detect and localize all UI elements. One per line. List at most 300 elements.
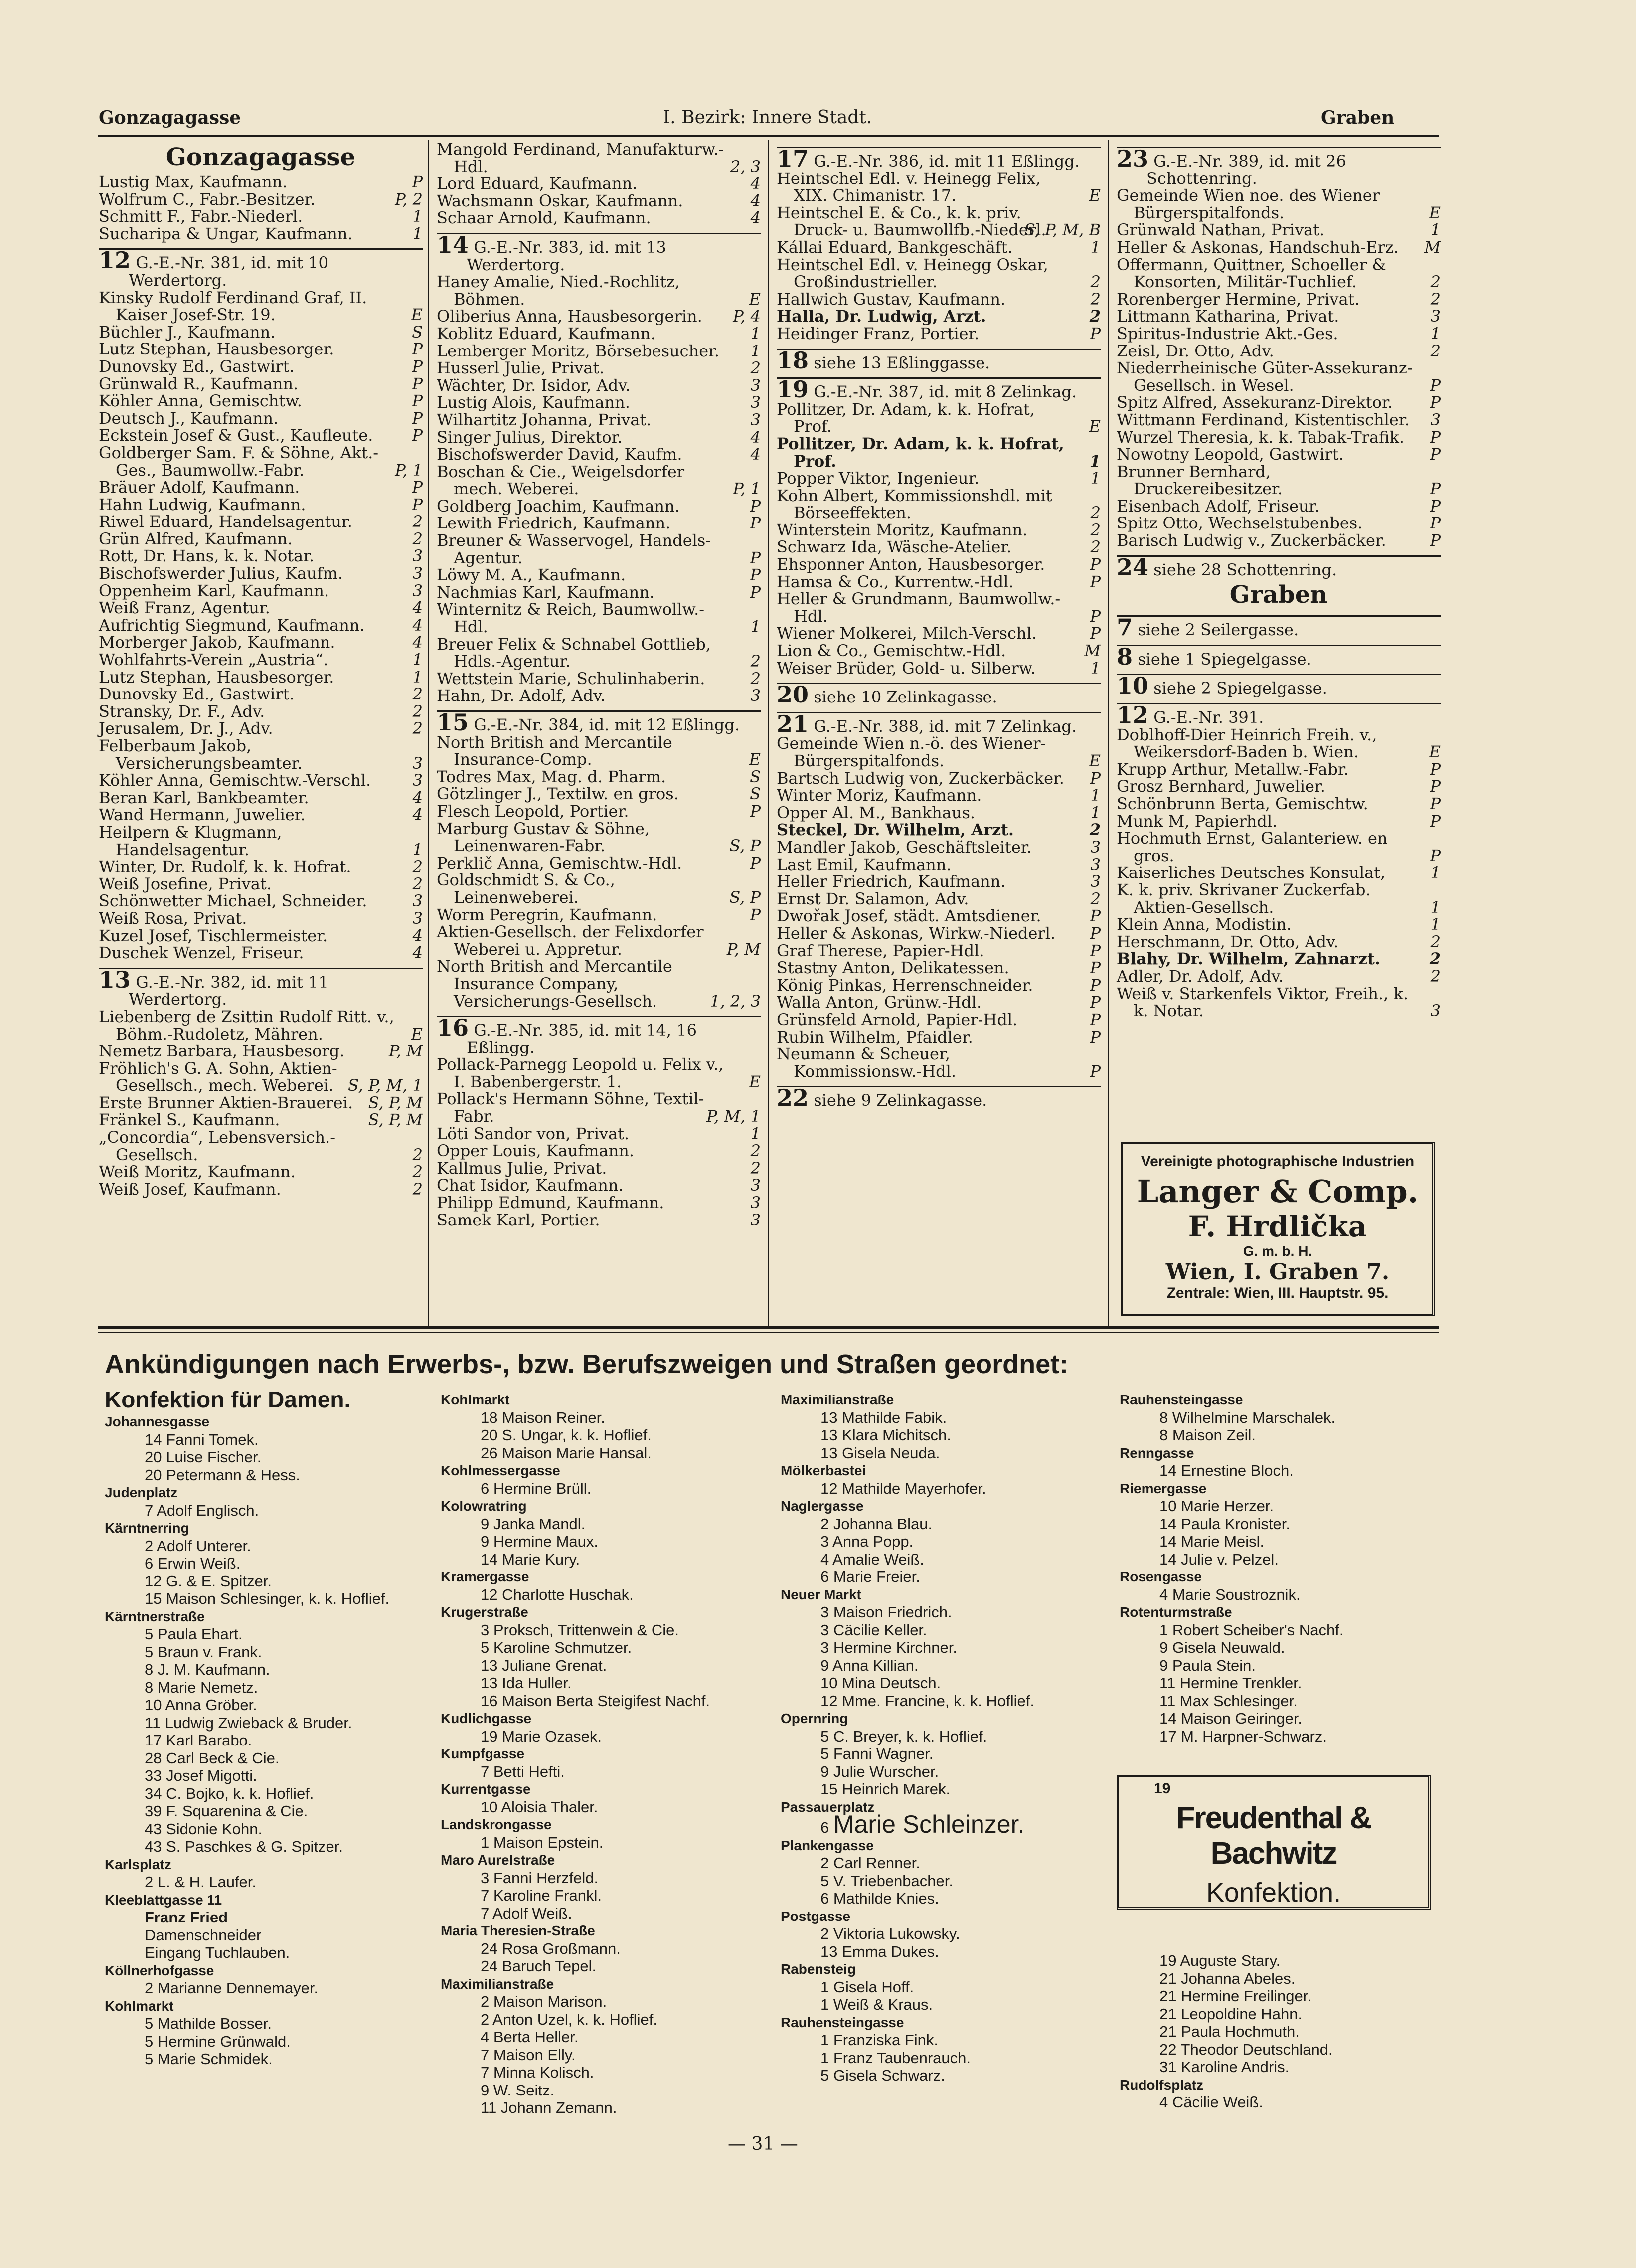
floor-mark: 3: [1430, 1001, 1441, 1021]
resident-name: Dwořak Josef, städt. Amtsdiener.: [777, 906, 1041, 926]
resident-entry: [99, 375, 423, 393]
listing-text: 24 Rosa Großmann.: [481, 1939, 621, 1957]
floor-mark: P, M: [726, 939, 761, 959]
street-label: Maria Theresien-Straße: [441, 1923, 595, 1938]
resident-name: Adler, Dr. Adolf, Adv.: [1117, 966, 1284, 986]
listing-text: 5 V. Triebenbacher.: [820, 1872, 953, 1890]
floor-mark: 4: [750, 445, 761, 464]
resident-entry: [1117, 411, 1441, 429]
resident-entry: [437, 734, 761, 768]
resident-name: Winter Moriz, Kaufmann.: [777, 786, 982, 805]
announcements-column-1: [105, 1386, 429, 2068]
listing-item: [781, 1551, 1105, 1569]
resident-entry: [1117, 761, 1441, 778]
resident-entry: [777, 977, 1101, 994]
resident-entry: [99, 944, 423, 962]
resident-name: Lustig Max, Kaufmann.: [99, 173, 288, 191]
ad-line: G. m. b. H.: [1243, 1243, 1312, 1259]
house-description: siehe 13 Eßlinggasse.: [814, 353, 990, 372]
resident-entry: [99, 824, 423, 858]
resident-entry: [99, 289, 423, 324]
listing-text: Franz Fried: [145, 1909, 228, 1926]
floor-mark: 3: [1430, 410, 1441, 429]
resident-name: Schwarz Ida, Wäsche-Atelier.: [777, 537, 1012, 557]
resident-entry: [437, 141, 761, 175]
resident-entry: [99, 1043, 423, 1060]
street-label: Kärntnerring: [105, 1520, 189, 1536]
listing-text: 8 J. M. Kaufmann.: [145, 1661, 270, 1678]
resident-name: K. k. priv. Skrivaner Zuckerfab. Aktien-Gesellsch.: [1117, 880, 1371, 917]
resident-entry: [437, 446, 761, 463]
floor-mark: P: [412, 495, 423, 514]
resident-entry: [437, 1056, 761, 1090]
resident-entry: [437, 1194, 761, 1212]
floor-mark: P: [1430, 496, 1441, 516]
listing-text: 1 Weiß & Kraus.: [820, 1996, 933, 2013]
resident-name: Schmitt F., Fabr.-Niederl.: [99, 207, 303, 226]
listing-item: [105, 1732, 429, 1749]
resident-entry: [1117, 515, 1441, 532]
listing-text: 2 Carl Renner.: [820, 1854, 920, 1872]
listing-text: 9 Janka Mandl.: [481, 1515, 586, 1533]
resident-entry: [777, 170, 1101, 204]
street-heading: Gonzagagasse: [165, 143, 356, 171]
listing-item: [105, 1767, 429, 1785]
floor-mark: 2: [412, 857, 423, 876]
resident-entry: [99, 651, 423, 669]
resident-name: Chat Isidor, Kaufmann.: [437, 1176, 624, 1195]
resident-name: Ehsponner Anton, Hausbesorger.: [777, 555, 1045, 574]
page-number: — 31 —: [728, 2134, 798, 2154]
resident-name: Blahy, Dr. Wilhelm, Zahnarzt.: [1117, 949, 1380, 969]
floor-mark: S, P, M: [368, 1110, 423, 1130]
listing-text: 2 Marianne Dennemayer.: [145, 1979, 319, 1997]
listing-text: 2 Viktoria Lukowsky.: [820, 1925, 960, 1942]
street-label: Johannesgasse: [105, 1414, 210, 1429]
listing-item: [105, 1873, 429, 1891]
resident-name: Kinsky Rudolf Ferdinand Graf, II. Kaiser Josef-Str. 19.: [99, 288, 367, 325]
floor-mark: 1: [1430, 915, 1441, 934]
listing-item: [441, 1444, 765, 1462]
listing-text: 15 Heinrich Marek.: [820, 1780, 951, 1798]
resident-name: Breuner & Wasservogel, Handels-Agentur.: [437, 531, 711, 567]
floor-mark: S, P, M, 1: [348, 1076, 423, 1095]
resident-entry: [437, 394, 761, 411]
listing-item: [105, 1431, 429, 1449]
house-section: [777, 147, 1101, 170]
resident-entry: [777, 556, 1101, 573]
floor-mark: 1: [412, 224, 423, 243]
resident-name: Kállai Eduard, Bankgeschäft.: [777, 237, 1013, 257]
house-section: [1117, 555, 1441, 579]
floor-mark: 2: [412, 529, 423, 548]
resident-name: Weiß v. Starkenfels Viktor, Freih., k. k. Notar.: [1117, 984, 1409, 1021]
listing-text: 14 Marie Kury.: [481, 1550, 580, 1568]
floor-mark: 3: [750, 410, 761, 429]
listing-item: [441, 1409, 765, 1427]
listing-item: [441, 2011, 765, 2029]
floor-mark: P: [1430, 393, 1441, 412]
street-label: Renngasse: [1120, 1445, 1194, 1461]
listing-text: 12 Charlotte Huschak.: [481, 1585, 634, 1603]
resident-name: Gemeinde Wien noe. des Wiener Bürgerspitalfonds.: [1117, 186, 1380, 222]
resident-entry: [1117, 343, 1441, 360]
resident-name: Klein Anna, Modistin.: [1117, 915, 1292, 934]
floor-mark: P: [1090, 1010, 1101, 1029]
resident-entry: [99, 427, 423, 444]
floor-mark: 4: [412, 943, 423, 963]
listing-item: [441, 1480, 765, 1498]
listing-item: [781, 1810, 1105, 1838]
resident-entry: [777, 642, 1101, 660]
floor-mark: 2: [750, 1141, 761, 1161]
resident-entry: [777, 839, 1101, 856]
house-section: [437, 233, 761, 273]
floor-mark: 2: [1430, 272, 1441, 292]
listing-item: [1120, 2094, 1444, 2111]
house-description: G.-E.-Nr. 385, id. mit 14, 16 Eßlingg.: [467, 1021, 697, 1057]
listing-text: 3 Proksch, Trittenwein & Cie.: [481, 1621, 679, 1639]
listing-item: [105, 1714, 429, 1732]
street-label: Maro Aurelstraße: [441, 1852, 555, 1868]
resident-name: Rott, Dr. Hans, k. k. Notar.: [99, 546, 315, 566]
listing-text: 11 Max Schlesinger.: [1159, 1692, 1298, 1710]
floor-mark: 3: [1090, 837, 1101, 857]
listing-text: 43 Sidonie Kohn.: [145, 1820, 263, 1838]
floor-mark: E: [411, 305, 423, 325]
floor-mark: 4: [412, 633, 423, 652]
listing-text: 14 Marie Meisl.: [1159, 1533, 1265, 1550]
floor-mark: 2: [412, 874, 423, 893]
listing-text: 43 S. Paschkes & G. Spitzer.: [145, 1838, 343, 1855]
listing-text: 3 Hermine Kirchner.: [820, 1639, 957, 1656]
listing-item: [441, 1993, 765, 2011]
listing-text: 6 Mathilde Knies.: [820, 1890, 939, 1907]
listing-text: 21 Leopoldine Hahn.: [1159, 2005, 1303, 2023]
house-description: siehe 9 Zelinkagasse.: [814, 1091, 987, 1110]
floor-mark: 2: [1090, 520, 1101, 539]
announcements-column-3: [781, 1391, 1105, 2085]
house-section: [1117, 645, 1441, 668]
resident-entry: [777, 907, 1101, 925]
resident-entry: [99, 737, 423, 772]
listing-text: 3 Anna Popp.: [820, 1533, 914, 1550]
resident-entry: [1117, 291, 1441, 308]
floor-mark: P: [750, 905, 761, 924]
floor-mark: P: [750, 853, 761, 872]
resident-name: Fränkel S., Kaufmann.: [99, 1110, 280, 1130]
ad-subtitle: Konfektion.: [1206, 1878, 1341, 1908]
listing-text: 13 Emma Dukes.: [820, 1942, 939, 1960]
resident-entry: [777, 522, 1101, 539]
floor-mark: 1: [750, 617, 761, 637]
street-label: Opernring: [781, 1711, 848, 1726]
floor-mark: P: [750, 496, 761, 516]
street-label: Mölkerbastei: [781, 1463, 866, 1478]
resident-name: Hamsa & Co., Kurrentw.-Hdl.: [777, 572, 1014, 591]
resident-name: Heintschel Edl. v. Heinegg Oskar, Großindustrieller.: [777, 255, 1048, 292]
listing-item: [105, 1679, 429, 1697]
listing-text: 22 Theodor Deutschland.: [1159, 2040, 1333, 2058]
resident-name: Goldberger Sam. F. & Söhne, Akt.-Ges., Baumwollw.-Fabr.: [99, 443, 379, 480]
floor-mark: 4: [750, 208, 761, 228]
floor-mark: E: [749, 289, 761, 309]
floor-mark: P: [1430, 846, 1441, 865]
resident-name: Mangold Ferdinand, Manufakturw.-Hdl.: [437, 140, 724, 176]
resident-name: Götzlinger J., Textilw. en gros.: [437, 784, 679, 804]
floor-mark: 2: [1089, 307, 1101, 326]
resident-entry: [1117, 394, 1441, 411]
floor-mark: S: [750, 784, 761, 804]
resident-entry: [777, 256, 1101, 291]
house-section: [99, 248, 423, 289]
floor-mark: 1: [1430, 897, 1441, 917]
street-heading: Graben: [1229, 581, 1328, 609]
listing-text: Eingang Tuchlauben.: [145, 1944, 290, 1961]
listing-item: [441, 1692, 765, 1710]
house-description: G.-E.-Nr. 391.: [1153, 708, 1264, 727]
listing-item: [105, 1537, 429, 1555]
resident-name: Haney Amalie, Nied.-Rochlitz, Böhmen.: [437, 272, 680, 309]
listing-item: [441, 1621, 765, 1639]
resident-name: North British and Mercantile Insurance Company, Versicherungs-Gesellsch.: [437, 957, 672, 1011]
floor-mark: 1: [412, 840, 423, 859]
floor-mark: 2: [412, 1145, 423, 1164]
resident-entry: [99, 892, 423, 910]
resident-entry: [1117, 830, 1441, 864]
listing-text: 5 Fanni Wagner.: [820, 1745, 934, 1762]
resident-entry: [1117, 985, 1441, 1020]
floor-mark: S, P: [729, 836, 761, 856]
house-section: [1117, 147, 1441, 187]
listing-text: 21 Hermine Freilinger.: [1159, 1987, 1311, 2005]
resident-entry: [437, 175, 761, 192]
listing-item: [105, 1909, 429, 1926]
house-number: 24: [1117, 553, 1149, 581]
listing-item: [441, 1728, 765, 1745]
resident-name: Stransky, Dr. F., Adv.: [99, 701, 265, 721]
resident-entry: [99, 806, 423, 824]
listing-text: 11 Johann Zemann.: [481, 2099, 617, 2116]
resident-entry: [1117, 429, 1441, 446]
house-number: 20: [777, 681, 809, 708]
resident-entry: [437, 429, 761, 446]
floor-mark: 1: [412, 207, 423, 226]
resident-entry: [777, 204, 1101, 239]
floor-mark: S: [750, 767, 761, 786]
resident-entry: [99, 789, 423, 807]
floor-mark: 3: [750, 1193, 761, 1213]
resident-name: Opper Louis, Kaufmann.: [437, 1141, 634, 1161]
house-description: G.-E.-Nr. 383, id. mit 13 Werdertorg.: [467, 237, 666, 274]
listing-item: [1120, 2023, 1444, 2041]
resident-name: Winter, Dr. Rudolf, k. k. Hofrat.: [99, 857, 351, 876]
listing-text: 7 Betti Hefti.: [481, 1762, 565, 1780]
resident-entry: [1117, 359, 1441, 394]
ad-line: Zentrale: Wien, III. Hauptstr. 95.: [1166, 1285, 1389, 1301]
column-divider: [768, 140, 769, 1326]
resident-name: Aufrichtig Siegmund, Kaufmann.: [99, 615, 365, 635]
resident-name: Gemeinde Wien n.-ö. des Wiener-Bürgerspitalfonds.: [777, 734, 1046, 770]
listing-item: [441, 1551, 765, 1569]
listing-text: 5 Hermine Grünwald.: [145, 2032, 291, 2050]
floor-mark: P: [1430, 514, 1441, 533]
resident-name: Zeisl, Dr. Otto, Adv.: [1117, 341, 1274, 360]
resident-name: Nowotny Leopold, Gastwirt.: [1117, 445, 1344, 464]
street-label: Köllnerhofgasse: [105, 1962, 214, 1978]
floor-mark: 2: [750, 358, 761, 378]
listing-text: 7 Adolf Weiß.: [481, 1904, 572, 1922]
resident-name: König Pinkas, Herrenschneider.: [777, 975, 1033, 995]
listing-item: [781, 2067, 1105, 2085]
listing-text: 5 Marie Schmidek.: [145, 2050, 273, 2068]
resident-entry: [1117, 532, 1441, 549]
listing-text: 21 Paula Hochmuth.: [1159, 2023, 1300, 2040]
resident-entry: [777, 660, 1101, 677]
resident-name: Wurzel Theresia, k. k. Tabak-Trafik.: [1117, 427, 1404, 447]
resident-entry: [437, 377, 761, 394]
resident-entry: [1117, 778, 1441, 795]
floor-mark: 2, 3: [730, 157, 761, 176]
resident-entry: [437, 343, 761, 360]
resident-entry: [437, 820, 761, 855]
resident-name: Aktien-Gesellsch. der Felixdorfer Weberei u. Appretur.: [437, 922, 704, 959]
listing-text: 1 Robert Scheiber's Nachf.: [1159, 1621, 1344, 1639]
street-label: Kramergasse: [441, 1569, 529, 1584]
resident-name: Weiß Josefine, Privat.: [99, 874, 272, 893]
floor-mark: 4: [750, 191, 761, 210]
listing-text: 14 Julie v. Pelzel.: [1159, 1550, 1279, 1568]
listing-item: [441, 1674, 765, 1692]
listing-text: 7 Adolf Englisch.: [145, 1501, 259, 1519]
floor-mark: P: [750, 548, 761, 567]
resident-entry: [437, 687, 761, 704]
listing-text: 17 M. Harpner-Schwarz.: [1159, 1727, 1327, 1745]
listing-item: [1120, 1551, 1444, 1569]
listing-text: 18 Maison Reiner.: [481, 1408, 605, 1426]
floor-mark: P: [1430, 427, 1441, 447]
resident-name: Weiß Franz, Agentur.: [99, 598, 270, 618]
street-label: Rauhensteingasse: [1120, 1392, 1243, 1407]
listing-item: [105, 1590, 429, 1608]
resident-name: Heller & Askonas, Handschuh-Erz.: [1117, 237, 1399, 257]
listing-item: [781, 2049, 1105, 2067]
listing-item: [441, 1940, 765, 1958]
listing-item: [1120, 2058, 1444, 2076]
house-number: 21: [777, 710, 809, 737]
house-section: [777, 377, 1101, 401]
street-label: Rotenturmstraße: [1120, 1604, 1232, 1620]
resident-entry: [99, 910, 423, 927]
house-number: 18: [777, 347, 809, 374]
resident-name: Eckstein Josef & Gust., Kaufleute.: [99, 426, 373, 445]
street-label: Kohlmessergasse: [441, 1463, 560, 1478]
resident-name: Flesch Leopold, Portier.: [437, 801, 629, 821]
house-description: G.-E.-Nr. 381, id. mit 10 Werdertorg.: [129, 253, 328, 290]
floor-mark: 2: [1090, 289, 1101, 309]
section-rule: [98, 1326, 1439, 1329]
floor-mark: P: [750, 801, 761, 821]
listing-text: 4 Amalie Weiß.: [820, 1550, 924, 1568]
house-description: G.-E.-Nr. 386, id. mit 11 Eßlingg.: [814, 152, 1080, 171]
resident-name: Last Emil, Kaufmann.: [777, 855, 952, 874]
resident-name: Felberbaum Jakob, Versicherungsbeamter.: [99, 736, 303, 773]
resident-name: Riwel Eduard, Handelsagentur.: [99, 512, 352, 531]
house-number: 7: [1117, 614, 1133, 641]
floor-mark: P: [1090, 993, 1101, 1012]
listing-item: [105, 1820, 429, 1838]
resident-entry: [777, 401, 1101, 435]
resident-name: Schönwetter Michael, Schneider.: [99, 891, 367, 911]
floor-mark: P: [1090, 923, 1101, 943]
resident-entry: [99, 496, 423, 514]
resident-entry: [437, 463, 761, 498]
house-description: siehe 10 Zelinkagasse.: [814, 688, 997, 707]
house-description: siehe 28 Schottenring.: [1153, 560, 1337, 579]
resident-name: Liebenberg de Zsittin Rudolf Ritt. v., Böhm.-Rudoletz, Mähren.: [99, 1007, 394, 1044]
floor-mark: 3: [412, 581, 423, 600]
house-number: 13: [99, 966, 131, 993]
listing-text: 3 Cäcilie Keller.: [820, 1621, 927, 1639]
floor-mark: 2: [1430, 289, 1441, 309]
listing-text: 33 Josef Migotti.: [145, 1767, 257, 1784]
resident-name: Lemberger Moritz, Börsebesucher.: [437, 341, 720, 360]
resident-name: Goldberg Joachim, Kaufmann.: [437, 496, 680, 516]
house-description: G.-E.-Nr. 387, id. mit 8 Zelinkag.: [814, 382, 1077, 402]
resident-entry: [777, 873, 1101, 890]
floor-mark: 3: [412, 891, 423, 911]
resident-entry: [437, 1142, 761, 1160]
resident-name: Neumann & Scheuer, Kommissionsw.-Hdl.: [777, 1045, 956, 1081]
floor-mark: 2: [1429, 949, 1441, 969]
directory-column-1: [99, 141, 423, 1198]
floor-mark: 1: [750, 324, 761, 343]
resident-entry: [777, 573, 1101, 591]
resident-name: Barisch Ludwig v., Zuckerbäcker.: [1117, 531, 1386, 550]
floor-mark: S, P: [729, 887, 761, 907]
floor-mark: P: [412, 356, 423, 376]
resident-entry: [99, 392, 423, 410]
listing-text: 1 Franziska Fink.: [820, 2031, 939, 2049]
resident-entry: [777, 1029, 1101, 1046]
resident-entry: [777, 538, 1101, 556]
resident-name: Doblhoff-Dier Heinrich Freih. v., Weikersdorf-Baden b. Wien.: [1117, 725, 1377, 762]
resident-entry: [1117, 187, 1441, 221]
resident-name: Herschmann, Dr. Otto, Adv.: [1117, 932, 1339, 951]
resident-name: Opper Al. M., Bankhaus.: [777, 803, 976, 822]
floor-mark: P: [1430, 479, 1441, 499]
floor-mark: 2: [1430, 341, 1441, 360]
listing-item: [781, 1692, 1105, 1710]
resident-entry: [1117, 864, 1441, 881]
resident-entry: [99, 1163, 423, 1181]
floor-mark: P: [1090, 1061, 1101, 1081]
street-label: Krugerstraße: [441, 1604, 528, 1620]
listing-text: 5 Karoline Schmutzer.: [481, 1639, 632, 1656]
resident-entry: [437, 855, 761, 872]
resident-name: Spitz Otto, Wechselstubenbes.: [1117, 514, 1363, 533]
listing-item: [105, 1625, 429, 1643]
floor-mark: 2: [750, 652, 761, 671]
resident-name: Weiß Rosa, Privat.: [99, 908, 247, 928]
resident-entry: [437, 359, 761, 377]
resident-name: Grosz Bernhard, Juwelier.: [1117, 777, 1325, 796]
house-description: G.-E.-Nr. 384, id. mit 12 Eßlingg.: [474, 715, 740, 734]
resident-entry: [99, 530, 423, 548]
resident-entry: [437, 411, 761, 429]
listing-item: [105, 2033, 429, 2051]
resident-name: Heller Friedrich, Kaufmann.: [777, 872, 1006, 891]
